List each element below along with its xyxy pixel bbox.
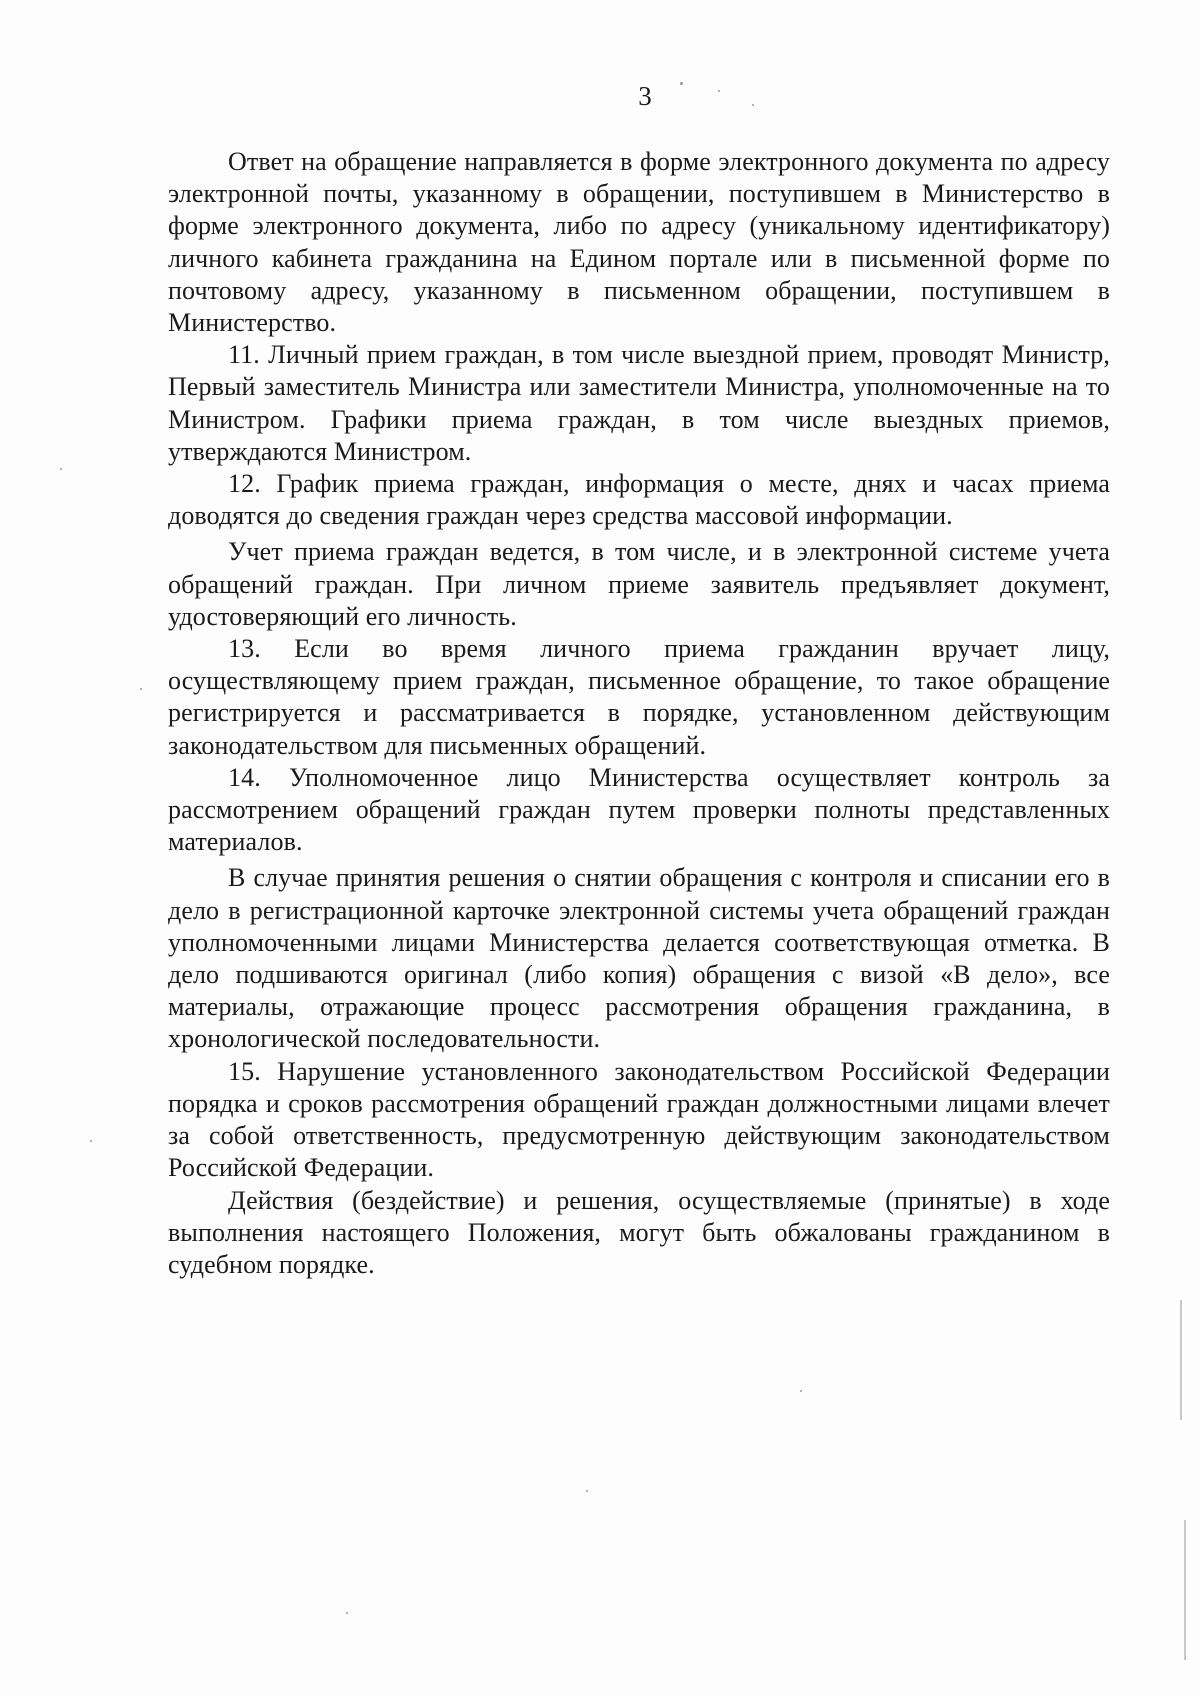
- paragraph-reception-record: Учет приема граждан ведется, в том числе, и в электронной системе учета обращений граждан. При личном приеме заявитель предъявляет документ, удостоверяющий его личность.: [168, 537, 1110, 631]
- scan-speck: [586, 1490, 588, 1492]
- scan-speck: [90, 1140, 92, 1142]
- scan-speck: [800, 1390, 802, 1392]
- scan-speck: [140, 688, 142, 690]
- scan-speck: [346, 1612, 348, 1614]
- document-body: [168, 146, 1110, 1281]
- paragraph-response-form: Ответ на обращение направляется в форме электронного документа по адресу электронной почты, указанному в обращении, поступившем в Министерство в форме электронного документа, либо по адресу (уникальному идентификатору) личного кабинета гражданина на Едином портале или в письменной форме по почтовому адресу, указанному в письменном обращении, поступившем в Министерство.: [168, 147, 1110, 338]
- paragraph-14-control: 14. Уполномоченное лицо Министерства осуществляет контроль за рассмотрением обращений граждан путем проверки полноты представленных материалов.: [168, 762, 1110, 857]
- paragraph-12-reception-schedule: 12. График приема граждан, информация о месте, днях и часах приема доводятся до сведения граждан через средства массовой информации.: [168, 469, 1110, 531]
- paragraph-13-written-appeal: 13. Если во время личного приема гражданин вручает лицу, осуществляющему прием граждан, письменное обращение, то такое обращение регистрируется и рассматривается в порядке, установленном действующим законодательством для письменных обращений.: [168, 634, 1110, 760]
- paragraph-removal-from-control: В случае принятия решения о снятии обращения с контроля и списании его в дело в регистрационной карточке электронной системы учета обращений граждан уполномоченными лицами Министерства делается соответствующая отметка. В дело подшиваются оригинал (либо копия) обращения с визой «В дело», все материалы, отражающие процесс рассмотрения обращения гражданина, в хронологической последовательности.: [168, 863, 1110, 1054]
- paragraph-11-personal-reception: 11. Личный прием граждан, в том числе выездной прием, проводят Министр, Первый заместитель Министра или заместители Министра, уполномоченные на то Министром. Графики приема граждан, в том числе выездных приемов, утверждаются Министром.: [168, 340, 1110, 466]
- scan-speck: [60, 468, 62, 470]
- page-number: 3: [638, 81, 652, 111]
- scan-edge: [1184, 1520, 1186, 1660]
- paragraph-appeal-in-court: Действия (бездействие) и решения, осуществляемые (принятые) в ходе выполнения настоящего Положения, могут быть обжалованы гражданином в судебном порядке.: [168, 1185, 1110, 1279]
- paragraph-15-violation: 15. Нарушение установленного законодательством Российской Федерации порядка и сроков рассмотрения обращений граждан должностными лицами влечет за собой ответственность, предусмотренную действующим законодательством Российской Федерации.: [168, 1056, 1110, 1183]
- scan-edge: [1180, 1300, 1182, 1420]
